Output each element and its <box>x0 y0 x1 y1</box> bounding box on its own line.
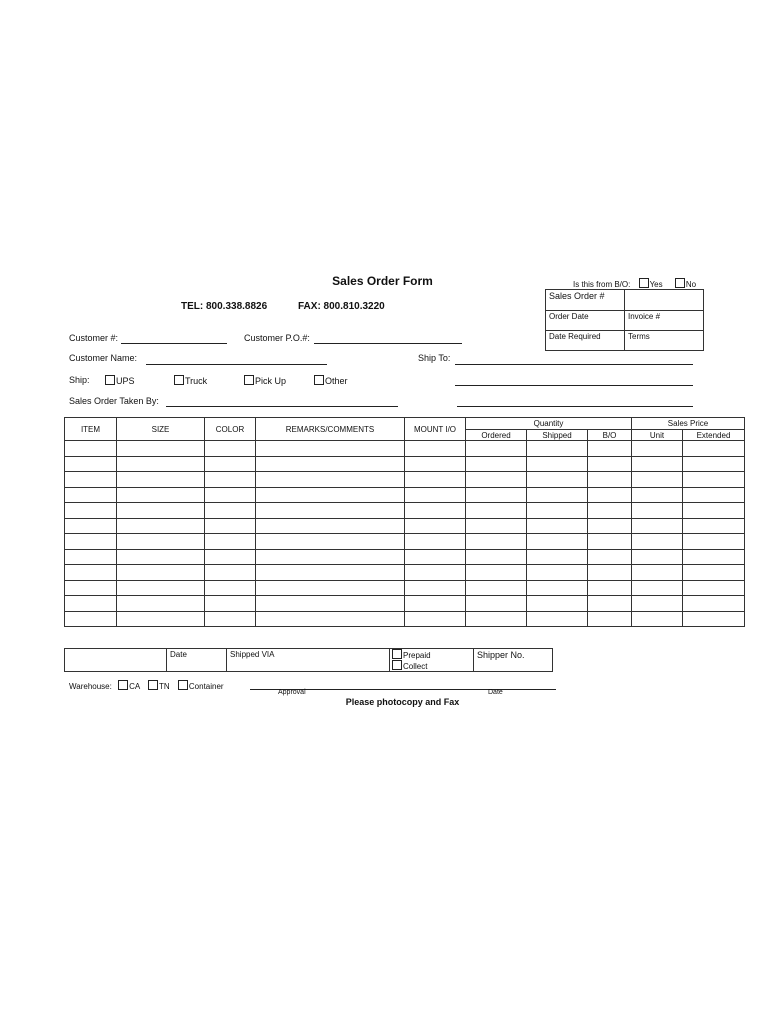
warehouse-tn-label: TN <box>158 682 170 691</box>
cell-unit[interactable] <box>632 503 683 519</box>
warehouse-tn-checkbox[interactable] <box>148 680 158 690</box>
payment-options <box>390 649 474 672</box>
cell-ordered[interactable] <box>466 456 527 472</box>
cell-ordered[interactable] <box>466 503 527 519</box>
table-row <box>65 472 745 488</box>
other-checkbox[interactable] <box>314 375 324 385</box>
cell-mount[interactable] <box>405 611 466 627</box>
cell-color[interactable] <box>205 549 256 565</box>
cell-unit[interactable] <box>632 487 683 503</box>
cell-shipped[interactable] <box>527 596 588 612</box>
table-row <box>65 518 745 534</box>
truck-label: Truck <box>185 376 208 386</box>
approval-label: Approval <box>278 689 306 696</box>
table-row <box>65 596 745 612</box>
cell-size[interactable] <box>117 580 205 596</box>
prepaid-checkbox[interactable] <box>392 649 402 659</box>
cell-shipped[interactable] <box>527 472 588 488</box>
approval-date-label: Date <box>488 689 503 696</box>
cell-remarks[interactable] <box>256 549 405 565</box>
cell-ordered[interactable] <box>466 534 527 550</box>
taken-by-field[interactable] <box>166 406 398 407</box>
cell-shipped[interactable] <box>527 549 588 565</box>
cell-bo[interactable] <box>588 472 632 488</box>
bo-no-label: No <box>685 280 697 289</box>
cell-mount[interactable] <box>405 596 466 612</box>
cell-remarks[interactable] <box>256 456 405 472</box>
cell-extended[interactable] <box>683 549 745 565</box>
sales-order-no-label: Sales Order # <box>546 290 625 311</box>
header-size: SIZE <box>117 418 205 441</box>
cell-color[interactable] <box>205 456 256 472</box>
pickup-checkbox[interactable] <box>244 375 254 385</box>
cell-remarks[interactable] <box>256 534 405 550</box>
cell-extended[interactable] <box>683 565 745 581</box>
cell-mount[interactable] <box>405 472 466 488</box>
cell-size[interactable] <box>117 611 205 627</box>
table-row <box>65 611 745 627</box>
cell-extended[interactable] <box>683 503 745 519</box>
cell-mount[interactable] <box>405 441 466 457</box>
cell-unit[interactable] <box>632 565 683 581</box>
cell-ordered[interactable] <box>466 487 527 503</box>
cell-remarks[interactable] <box>256 441 405 457</box>
cell-item[interactable] <box>65 472 117 488</box>
cell-unit[interactable] <box>632 549 683 565</box>
form-title: Sales Order Form <box>332 274 433 288</box>
cell-shipped[interactable] <box>527 518 588 534</box>
header-ordered: Ordered <box>466 430 527 441</box>
bo-question <box>573 278 696 289</box>
table-row <box>65 580 745 596</box>
cell-ordered[interactable] <box>466 472 527 488</box>
tel-number: TEL: 800.338.8826 <box>181 301 268 312</box>
items-table <box>64 417 745 627</box>
header-sales-price: Sales Price <box>632 418 745 430</box>
order-date-label: Order Date <box>546 311 625 331</box>
cell-bo[interactable] <box>588 441 632 457</box>
table-row <box>65 565 745 581</box>
cell-remarks[interactable] <box>256 518 405 534</box>
cell-size[interactable] <box>117 534 205 550</box>
cell-remarks[interactable] <box>256 611 405 627</box>
cell-item[interactable] <box>65 565 117 581</box>
cell-color[interactable] <box>205 503 256 519</box>
cell-item[interactable] <box>65 503 117 519</box>
warehouse-container-checkbox[interactable] <box>178 680 188 690</box>
cell-shipped[interactable] <box>527 456 588 472</box>
header-item: ITEM <box>65 418 117 441</box>
cell-extended[interactable] <box>683 596 745 612</box>
customer-po-label: Customer P.O.#: <box>244 333 310 343</box>
cell-size[interactable] <box>117 456 205 472</box>
table-row <box>65 534 745 550</box>
cell-remarks[interactable] <box>256 487 405 503</box>
table-row <box>65 487 745 503</box>
header-extended: Extended <box>683 430 745 441</box>
cell-shipped[interactable] <box>527 565 588 581</box>
ship-to-line-1[interactable] <box>455 364 693 365</box>
cell-mount[interactable] <box>405 456 466 472</box>
cell-extended[interactable] <box>683 534 745 550</box>
cell-ordered[interactable] <box>466 580 527 596</box>
shipping-box <box>64 648 553 672</box>
warehouse-row <box>69 680 224 691</box>
customer-name-field[interactable] <box>146 364 327 365</box>
cell-shipped[interactable] <box>527 503 588 519</box>
collect-checkbox[interactable] <box>392 660 402 670</box>
ship-label: Ship: <box>69 375 90 385</box>
cell-extended[interactable] <box>683 487 745 503</box>
cell-item[interactable] <box>65 596 117 612</box>
cell-bo[interactable] <box>588 503 632 519</box>
cell-ordered[interactable] <box>466 441 527 457</box>
cell-unit[interactable] <box>632 596 683 612</box>
shipping-blank-field[interactable] <box>65 649 167 672</box>
warehouse-container-label: Container <box>188 682 224 691</box>
cell-item[interactable] <box>65 534 117 550</box>
cell-mount[interactable] <box>405 534 466 550</box>
cell-remarks[interactable] <box>256 565 405 581</box>
cell-unit[interactable] <box>632 456 683 472</box>
cell-color[interactable] <box>205 611 256 627</box>
cell-extended[interactable] <box>683 456 745 472</box>
cell-bo[interactable] <box>588 456 632 472</box>
header-remarks: REMARKS/COMMENTS <box>256 418 405 441</box>
cell-ordered[interactable] <box>466 549 527 565</box>
cell-size[interactable] <box>117 596 205 612</box>
header-color: COLOR <box>205 418 256 441</box>
cell-mount[interactable] <box>405 518 466 534</box>
cell-size[interactable] <box>117 565 205 581</box>
cell-size[interactable] <box>117 549 205 565</box>
cell-color[interactable] <box>205 472 256 488</box>
table-row <box>65 456 745 472</box>
cell-extended[interactable] <box>683 472 745 488</box>
cell-item[interactable] <box>65 580 117 596</box>
header-shipped: Shipped <box>527 430 588 441</box>
cell-item[interactable] <box>65 549 117 565</box>
warehouse-ca-checkbox[interactable] <box>118 680 128 690</box>
cell-color[interactable] <box>205 534 256 550</box>
cell-unit[interactable] <box>632 441 683 457</box>
cell-color[interactable] <box>205 518 256 534</box>
cell-bo[interactable] <box>588 487 632 503</box>
cell-remarks[interactable] <box>256 596 405 612</box>
cell-extended[interactable] <box>683 518 745 534</box>
cell-extended[interactable] <box>683 441 745 457</box>
collect-label: Collect <box>403 662 428 671</box>
cell-bo[interactable] <box>588 611 632 627</box>
cell-color[interactable] <box>205 580 256 596</box>
customer-no-field[interactable] <box>121 343 227 344</box>
cell-extended[interactable] <box>683 611 745 627</box>
fax-number: FAX: 800.810.3220 <box>298 301 385 312</box>
cell-unit[interactable] <box>632 580 683 596</box>
bo-question-label: Is this from B/O: <box>573 280 631 289</box>
footer-note: Please photocopy and Fax <box>345 697 460 707</box>
cell-item[interactable] <box>65 518 117 534</box>
cell-mount[interactable] <box>405 580 466 596</box>
header-mount: MOUNT I/O <box>405 418 466 441</box>
invoice-label: Invoice # <box>625 311 704 331</box>
table-row <box>65 549 745 565</box>
ship-option-truck[interactable] <box>174 375 207 386</box>
cell-shipped[interactable] <box>527 580 588 596</box>
cell-item[interactable] <box>65 487 117 503</box>
pickup-label: Pick Up <box>255 376 287 386</box>
terms-label: Terms <box>625 331 704 351</box>
ups-label: UPS <box>116 376 135 386</box>
cell-color[interactable] <box>205 487 256 503</box>
cell-ordered[interactable] <box>466 565 527 581</box>
ship-to-label: Ship To: <box>418 353 451 363</box>
warehouse-ca-label: CA <box>129 682 140 691</box>
cell-ordered[interactable] <box>466 596 527 612</box>
cell-color[interactable] <box>205 565 256 581</box>
cell-shipped[interactable] <box>527 611 588 627</box>
cell-unit[interactable] <box>632 472 683 488</box>
cell-size[interactable] <box>117 503 205 519</box>
truck-checkbox[interactable] <box>174 375 184 385</box>
customer-no-label: Customer #: <box>69 333 119 343</box>
ship-to-line-2[interactable] <box>455 385 693 386</box>
ship-option-other[interactable] <box>314 375 348 386</box>
taken-by-label: Sales Order Taken By: <box>69 396 159 406</box>
bo-no-checkbox[interactable] <box>675 278 685 288</box>
cell-unit[interactable] <box>632 611 683 627</box>
cell-remarks[interactable] <box>256 472 405 488</box>
ship-date-label: Date <box>167 649 227 672</box>
table-row <box>65 441 745 457</box>
date-required-label: Date Required <box>546 331 625 351</box>
table-row <box>65 503 745 519</box>
cell-bo[interactable] <box>588 534 632 550</box>
header-quantity: Quantity <box>466 418 632 430</box>
order-info-box <box>545 289 704 351</box>
cell-item[interactable] <box>65 441 117 457</box>
cell-bo[interactable] <box>588 549 632 565</box>
cell-unit[interactable] <box>632 534 683 550</box>
cell-size[interactable] <box>117 487 205 503</box>
cell-mount[interactable] <box>405 503 466 519</box>
cell-bo[interactable] <box>588 565 632 581</box>
bo-yes-label: Yes <box>649 280 663 289</box>
warehouse-label: Warehouse: <box>69 682 112 691</box>
cell-mount[interactable] <box>405 549 466 565</box>
cell-mount[interactable] <box>405 565 466 581</box>
cell-ordered[interactable] <box>466 518 527 534</box>
cell-shipped[interactable] <box>527 487 588 503</box>
ups-checkbox[interactable] <box>105 375 115 385</box>
cell-size[interactable] <box>117 472 205 488</box>
bo-yes-checkbox[interactable] <box>639 278 649 288</box>
cell-color[interactable] <box>205 596 256 612</box>
cell-unit[interactable] <box>632 518 683 534</box>
header-bo: B/O <box>588 430 632 441</box>
header-unit: Unit <box>632 430 683 441</box>
cell-shipped[interactable] <box>527 534 588 550</box>
ship-option-pickup[interactable] <box>244 375 286 386</box>
cell-shipped[interactable] <box>527 441 588 457</box>
ship-to-line-3[interactable] <box>457 406 693 407</box>
cell-extended[interactable] <box>683 580 745 596</box>
prepaid-label: Prepaid <box>403 651 431 660</box>
shipped-via-label: Shipped VIA <box>227 649 390 672</box>
cell-item[interactable] <box>65 456 117 472</box>
other-label: Other <box>325 376 348 386</box>
sales-order-no-field[interactable] <box>625 290 704 311</box>
cell-size[interactable] <box>117 441 205 457</box>
cell-ordered[interactable] <box>466 611 527 627</box>
cell-bo[interactable] <box>588 580 632 596</box>
customer-po-field[interactable] <box>314 343 462 344</box>
cell-color[interactable] <box>205 441 256 457</box>
cell-size[interactable] <box>117 518 205 534</box>
ship-option-ups[interactable] <box>105 375 135 386</box>
cell-bo[interactable] <box>588 596 632 612</box>
cell-remarks[interactable] <box>256 580 405 596</box>
cell-mount[interactable] <box>405 487 466 503</box>
shipper-no-label: Shipper No. <box>474 649 553 672</box>
customer-name-label: Customer Name: <box>69 353 138 363</box>
cell-item[interactable] <box>65 611 117 627</box>
cell-bo[interactable] <box>588 518 632 534</box>
cell-remarks[interactable] <box>256 503 405 519</box>
